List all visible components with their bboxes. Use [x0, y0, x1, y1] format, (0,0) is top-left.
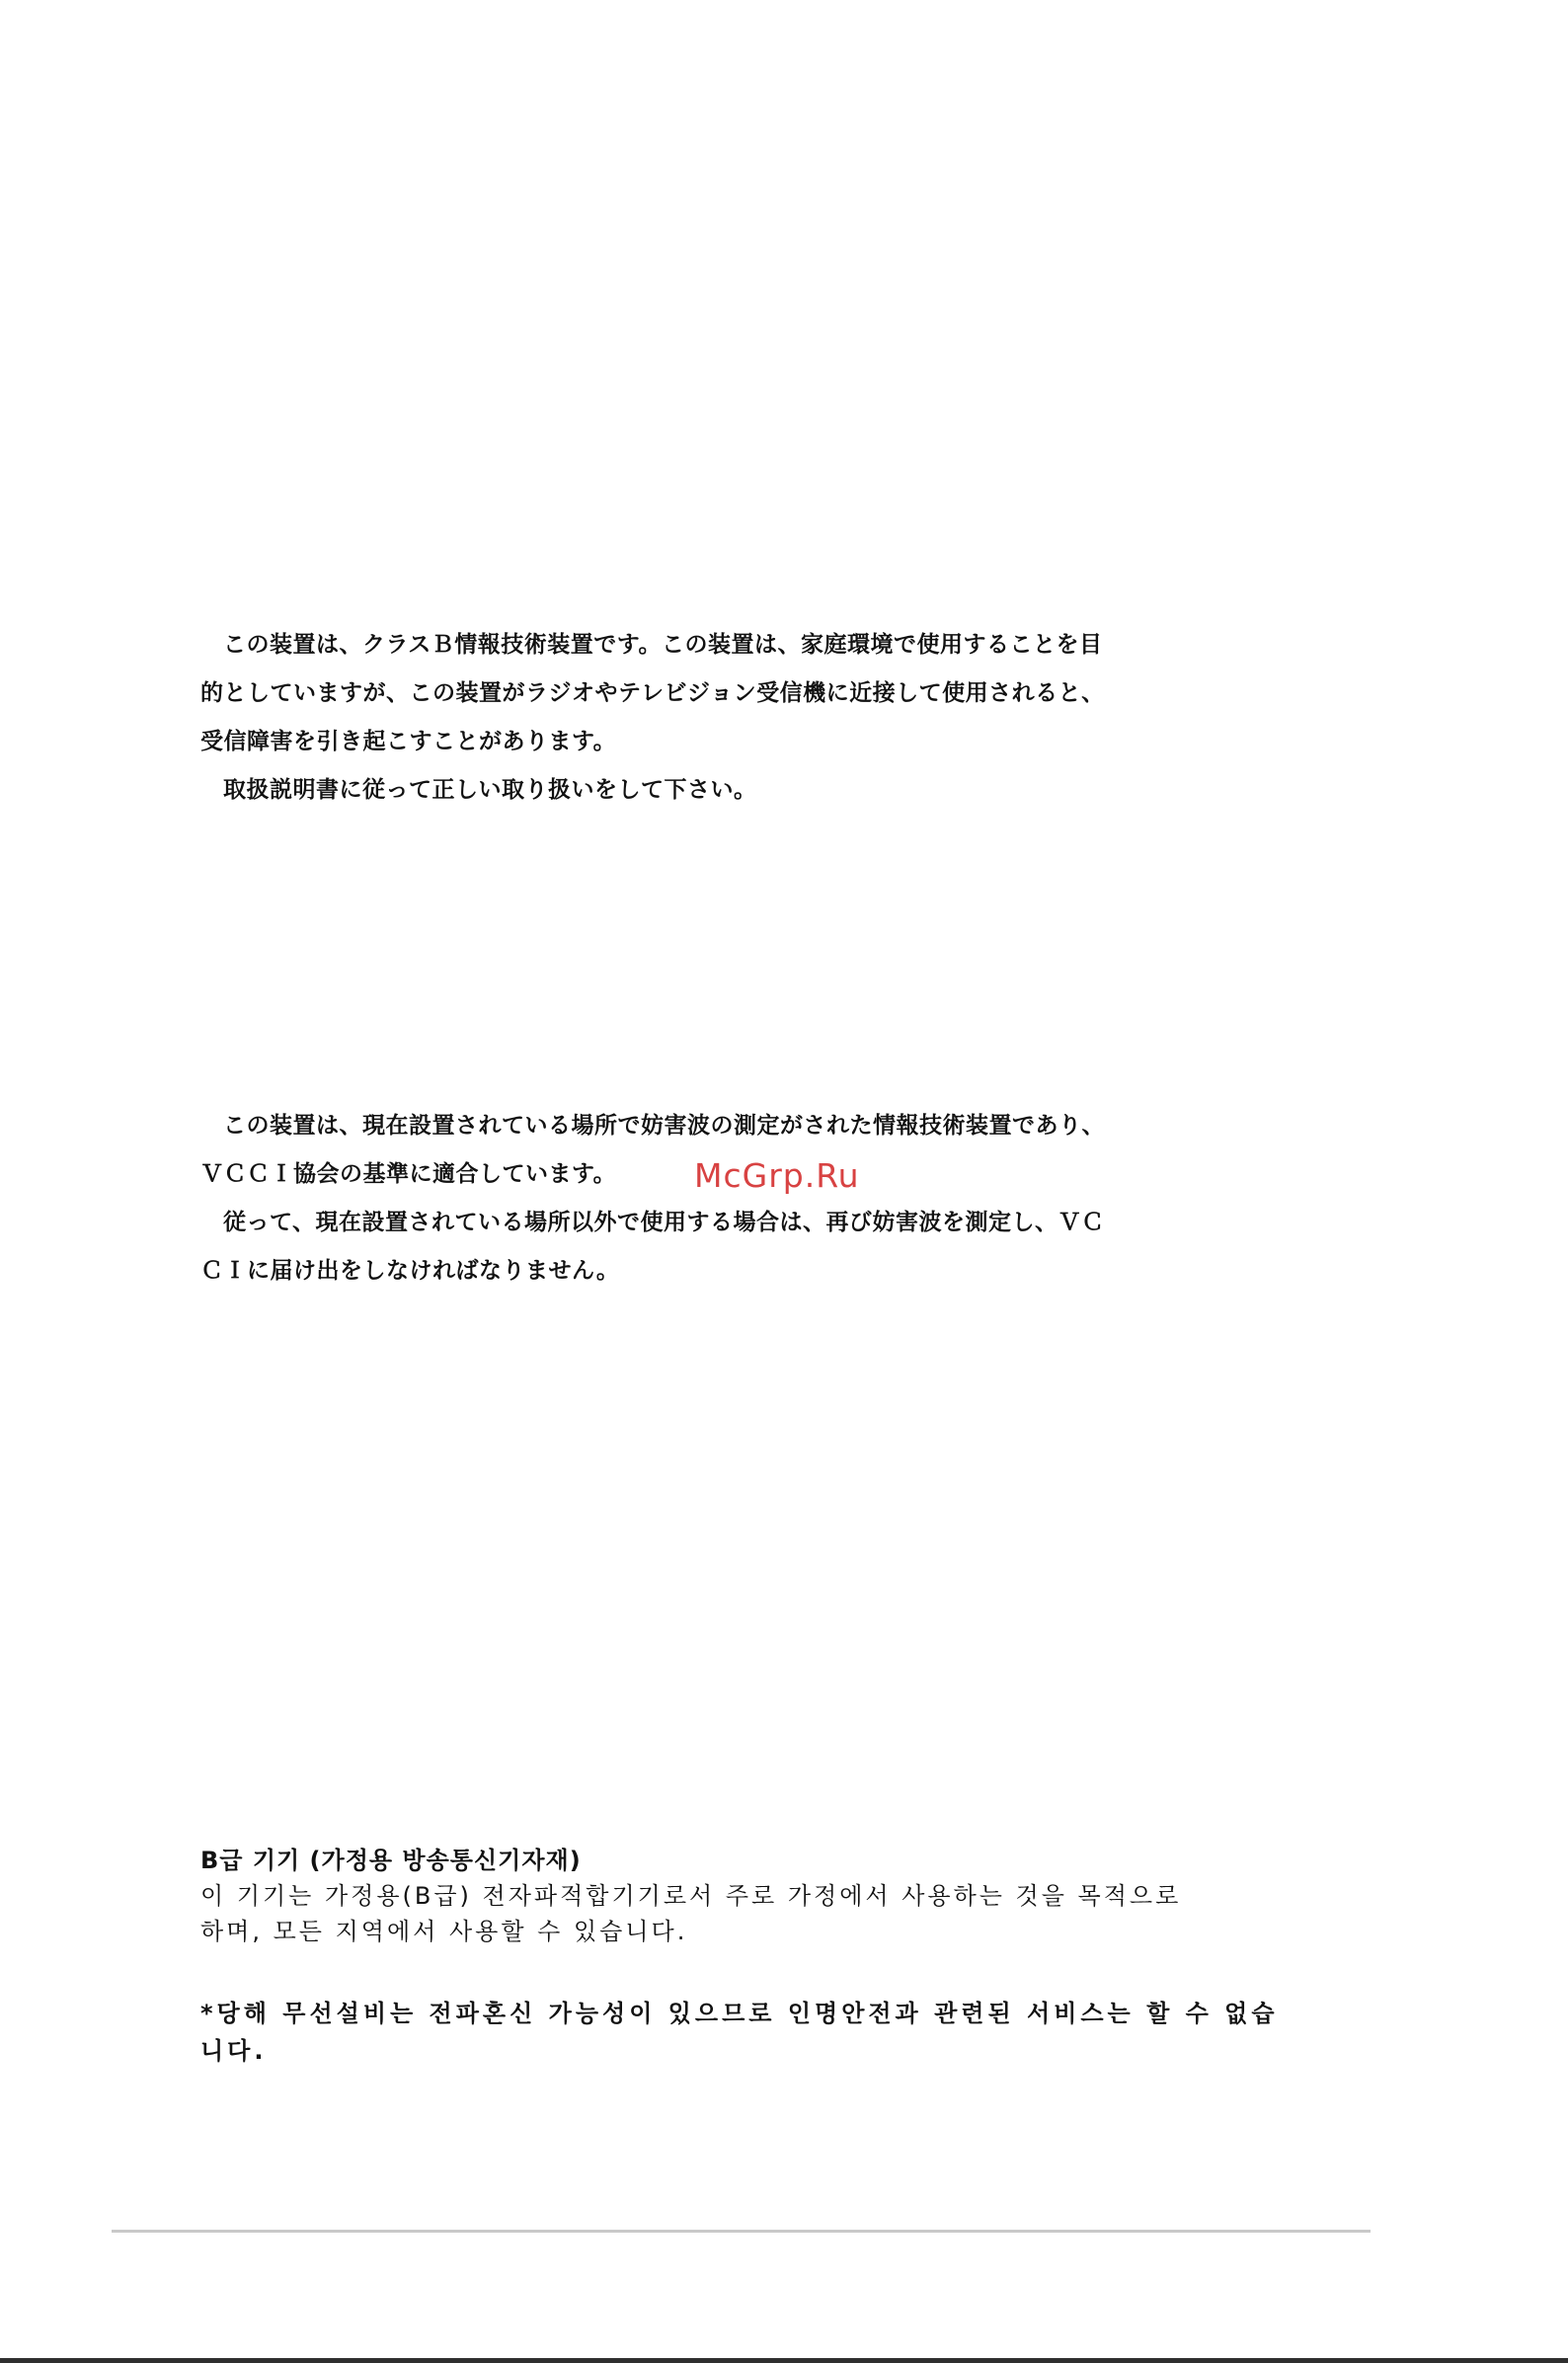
vcci-b-line: 取扱説明書に従って正しい取り扱いをして下さい。: [223, 776, 757, 803]
vcci-a-line: ＶＣＣＩ協会の基準に適合しています。: [200, 1160, 617, 1187]
page-bottom-edge: [0, 2358, 1568, 2363]
footer-divider: [112, 2230, 1371, 2233]
korean-radio-line: *당해 무선설비는 전파혼신 가능성이 있으므로 인명안전과 관련된 서비스는 할 수 없습: [200, 2000, 1279, 2027]
vcci-b-line: この装置は、クラスＢ情報技術装置です。この装置は、家庭環境で使用することを目: [223, 631, 1103, 658]
korean-radio-line: 니다.: [200, 2037, 268, 2065]
vcci-a-line: 従って、現在設置されている場所以外で使用する場合は、再び妨害波を測定し、ＶＣ: [223, 1209, 1105, 1235]
vcci-b-line: 受信障害を引き起こすことがあります。: [200, 728, 617, 754]
vcci-b-line: 的としていますが、この装置がラジオやテレビジョン受信機に近接して使用されると、: [200, 679, 1105, 706]
vcci-class-b-notice: [200, 620, 1178, 814]
vcci-a-line: この装置は、現在設置されている場所で妨害波の測定がされた情報技術装置であり、: [223, 1112, 1105, 1139]
vcci-a-line: ＣＩに届け出をしなければなりません。: [200, 1257, 620, 1284]
korean-notice-line: 이 기기는 가정용(B급) 전자파적합기기로서 주로 가정에서 사용하는 것을 목적으로: [200, 1882, 1182, 1910]
korean-class-b-notice: [200, 1843, 1356, 1949]
korean-radio-notice: [200, 1995, 1356, 2070]
watermark-text: McGrp.Ru: [694, 1156, 860, 1195]
korean-notice-line: 하며, 모든 지역에서 사용할 수 있습니다.: [200, 1918, 688, 1945]
vcci-class-a-notice: [200, 1101, 1178, 1295]
korean-notice-title: B급 기기 (가정용 방송통신기자재): [200, 1847, 582, 1874]
